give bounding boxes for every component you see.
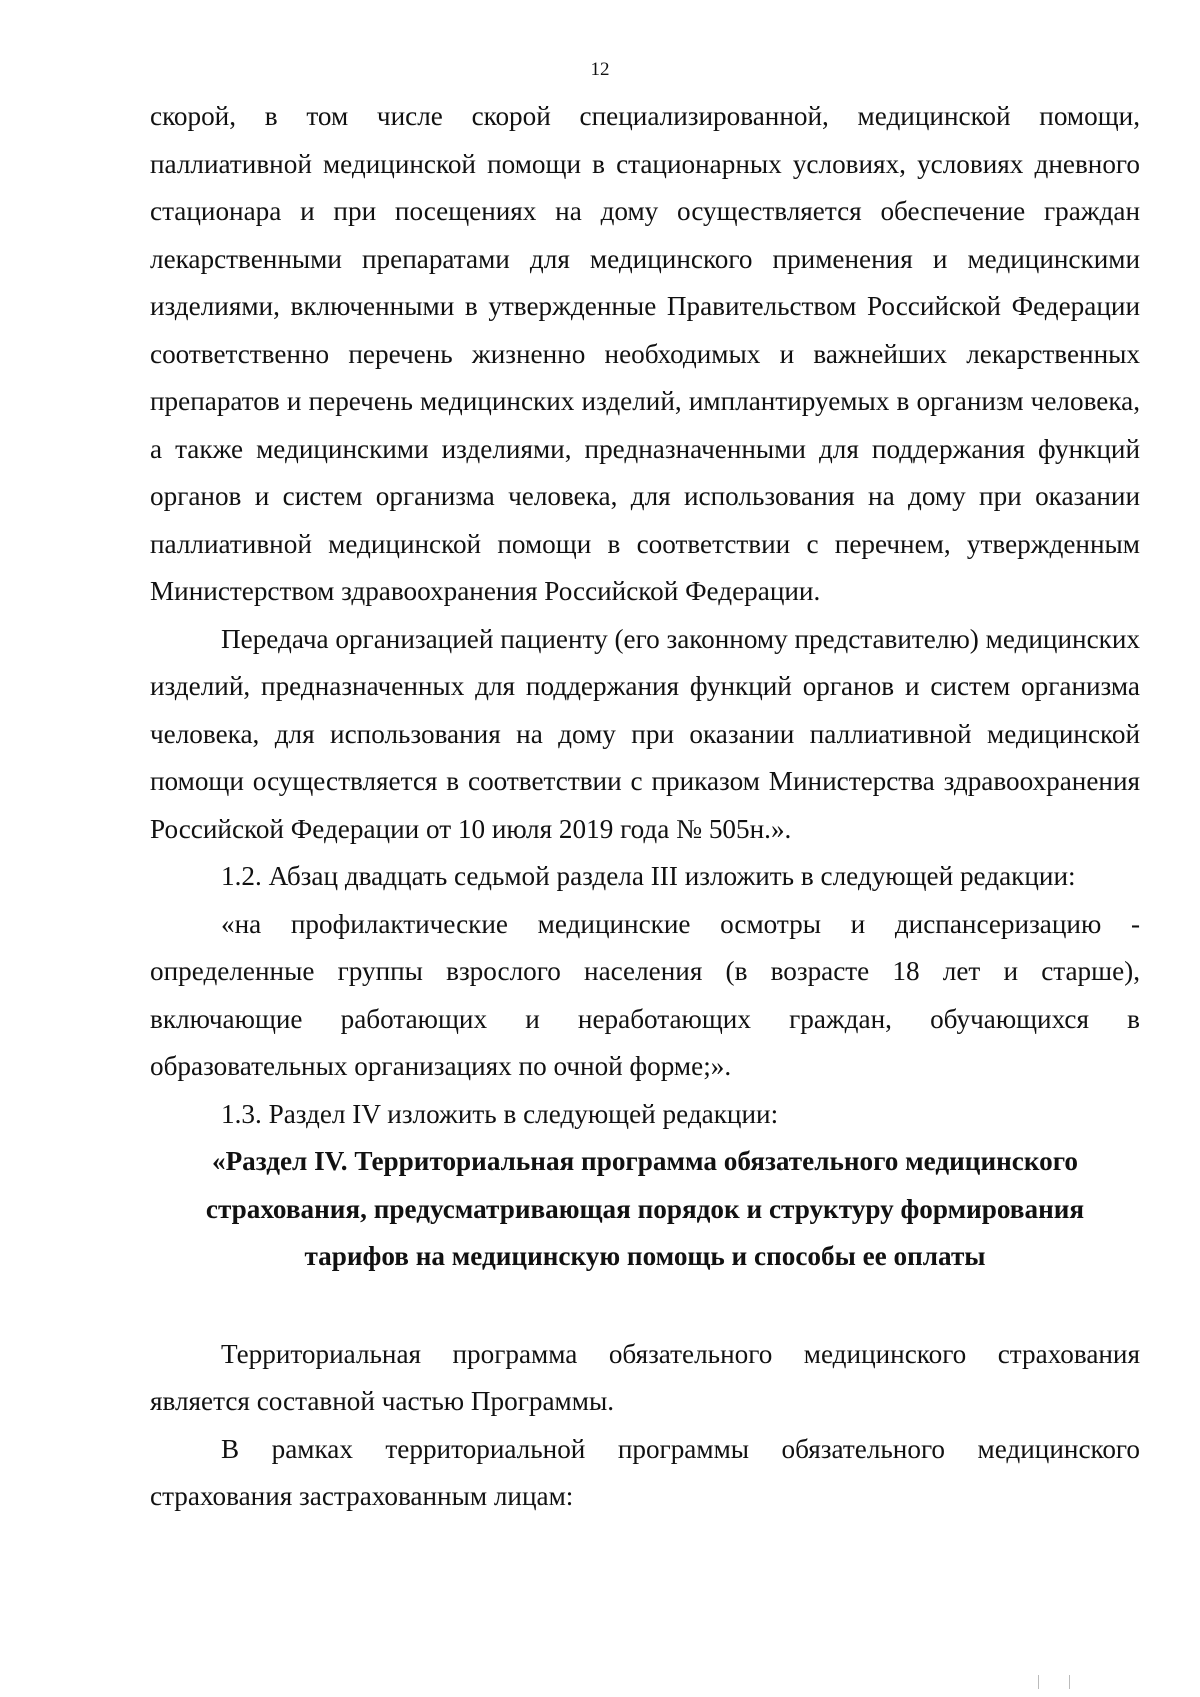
paragraph-item-1-3: 1.3. Раздел IV изложить в следующей редакции: [221,1098,779,1129]
paragraph-insured-persons: В рамках территориальной программы обязательного медицинского страхования застрахованным лицам: [150,1433,1140,1511]
paragraph-quote-checkups: «на профилактические медицинские осмотры и диспансеризацию - определенные группы взрослого населения (в возрасте 18 лет и старше), включающие работающих и неработающих граждан, обучающихся в образовательных организациях по очной форме;». [150,908,1140,1081]
paragraph-transfer-devices: Передача организацией пациенту (его законному представителю) медицинских изделий, предназначенных для поддержания функций органов и систем организма человека, для использования на дому при оказании паллиативной медицинской помощи осуществляется в соответствии с приказом Министерства здравоохранения Российской Федерации от 10 июля 2019 года № 505н.». [150,623,1140,844]
scan-edge-mark [1038,1675,1070,1689]
paragraph-item-1-2: 1.2. Абзац двадцать седьмой раздела III изложить в следующей редакции: [221,861,1076,891]
document-body [150,93,1140,1521]
paragraph-continuation: скорой, в том числе скорой специализированной, медицинской помощи, паллиативной медицинской помощи в стационарных условиях, условиях дневного стационара и при посещениях на дому осуществляется обеспечение граждан лекарственными препаратами для медицинского применения и медицинскими изделиями, включенными в утвержденные Правительством Российской Федерации соответственно перечень жизненно необходимых и важнейших лекарственных препаратов и перечень медицинских изделий, имплантируемых в организм человека, а также медицинскими изделиями, предназначенными для поддержания функций органов и систем организма человека, для использования на дому при оказании паллиативной медицинской помощи в соответствии с перечнем, утвержденным Министерством здравоохранения Российской Федерации. [150,101,1140,606]
paragraph-program-part: Территориальная программа обязательного медицинского страхования является составной частью Программы. [150,1338,1140,1416]
section-heading: «Раздел IV. Территориальная программа обязательного медицинского страхования, предусматривающая порядок и структуру формирования тарифов на медицинскую помощь и способы ее оплаты [205,1146,1085,1271]
page-number: 12 [590,59,610,80]
heading-spacer [150,1281,1140,1331]
